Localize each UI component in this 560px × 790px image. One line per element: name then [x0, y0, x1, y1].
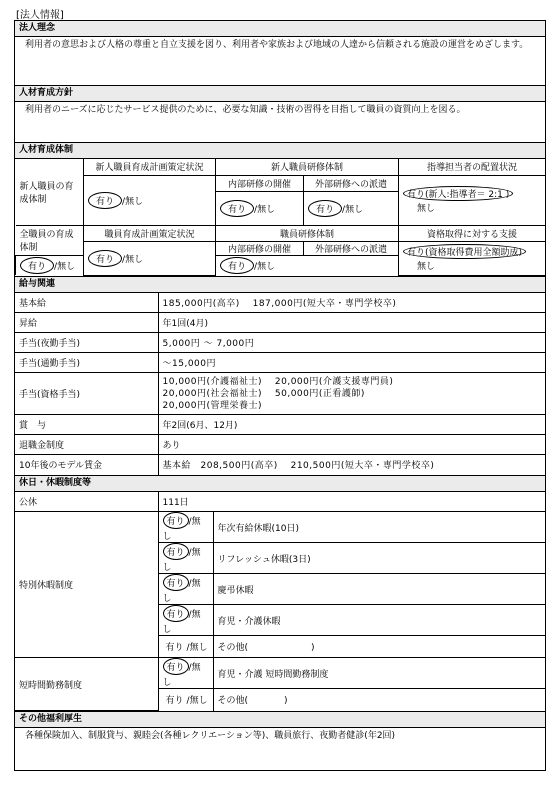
new-staff-row-label: 新人職員の育成体制: [16, 159, 84, 225]
training-policy-section: [15, 85, 545, 142]
all-internal-cell: 有り /無し: [16, 255, 84, 275]
all-staff-row-label: 全職員の育成体制: [16, 225, 84, 255]
all-qual-cell: [399, 241, 545, 275]
special-leave-no-option[interactable]: 無し: [162, 579, 201, 604]
salary-row-label: 10年後のモデル賃金: [15, 455, 158, 475]
new-external-yes-option[interactable]: 有り: [308, 200, 342, 217]
all-training-col-header: 職員研修体制: [216, 225, 399, 241]
all-external-no-option[interactable]: 無し: [257, 261, 276, 272]
new-external-col-header: 外部研修への派遣: [304, 175, 399, 191]
salary-section: [15, 276, 545, 475]
short-time-label: 短時間勤務制度: [15, 658, 158, 711]
short-time-detail: 育児・介護 短時間勤務制度: [213, 658, 545, 689]
training-system-heading: 人材育成体制: [15, 143, 545, 159]
training-policy-heading: 人材育成方針: [15, 86, 545, 102]
all-external-col-header: 外部研修への派遣: [304, 241, 399, 255]
salary-row-label: 手当(夜勤手当): [15, 333, 158, 353]
new-plan-cell: 有り /無し: [84, 175, 216, 225]
qualification-allowance-line: 10,000円(介護福祉士) 20,000円(介護支援専門員): [162, 376, 394, 387]
special-leave-choice: 有り /無し: [158, 512, 213, 543]
salary-row-label: 手当(資格手当): [15, 373, 158, 415]
salary-row-value: 年2回(6月、12月): [158, 415, 545, 435]
new-internal-col-header: 内部研修の開催: [216, 175, 304, 191]
short-time-choice: 有り /無し: [158, 689, 213, 711]
public-holiday-label: 公休: [15, 492, 158, 512]
short-time-detail: その他( ): [213, 689, 545, 711]
all-qual-col-header: 資格取得に対する支援: [399, 225, 545, 241]
training-system-table: [15, 159, 545, 276]
special-leave-yes-option[interactable]: 有り: [163, 543, 189, 560]
short-time-choice: 有り /無し: [158, 658, 213, 689]
salary-row-value: 5,000円 ～ 7,000円: [158, 333, 545, 353]
special-leave-no-option[interactable]: 無し: [189, 643, 208, 653]
salary-row-value: 年1回(4月): [158, 313, 545, 333]
special-leave-detail: その他( ): [213, 636, 545, 658]
all-plan-yes-option[interactable]: 有り: [88, 250, 122, 267]
special-leave-no-option[interactable]: 無し: [162, 517, 201, 542]
short-time-no-option[interactable]: 無し: [189, 696, 208, 707]
new-supervisor-no-option[interactable]: 無し: [417, 204, 436, 214]
welfare-text: 各種保険加入、制服貸与、親睦会(各種レクリエーション等)、職員旅行、夜勤者健診(年2回): [25, 731, 396, 741]
salary-row-label: 昇給: [15, 313, 158, 333]
special-leave-detail: 慶弔休暇: [213, 574, 545, 605]
short-time-yes-option[interactable]: 有り: [165, 696, 184, 707]
welfare-section: [15, 711, 545, 770]
salary-row-label: 手当(通勤手当): [15, 353, 158, 373]
salary-row-value: 185,000円(高卒) 187,000円(短大卒・専門学校卒): [158, 293, 545, 313]
new-internal-cell: 有り /無し: [216, 191, 304, 225]
special-leave-yes-option[interactable]: 有り: [163, 512, 189, 529]
page-title: [法人情報]: [16, 10, 64, 21]
qualification-allowance-line: 20,000円(管理栄養士): [162, 400, 263, 411]
all-internal-yes-option[interactable]: 有り: [20, 257, 54, 274]
new-supervisor-yes-option[interactable]: 有り(新人:指導者＝ 2:1 ): [403, 186, 513, 201]
training-system-section: [15, 142, 545, 276]
special-leave-no-option[interactable]: 無し: [162, 610, 201, 635]
all-external-cell: 有り /無し: [216, 255, 304, 275]
holidays-heading: 休日・休暇制度等: [15, 476, 545, 492]
all-plan-cell: 有り /無し: [84, 241, 216, 275]
qualification-allowance-line: 20,000円(社会福祉士) 50,000円(正看護師): [162, 388, 365, 399]
salary-table: [15, 293, 545, 475]
special-leave-no-option[interactable]: 無し: [162, 548, 201, 573]
new-training-col-header: 新人職員研修体制: [216, 159, 399, 175]
special-leave-choice: 有り /無し: [158, 605, 213, 636]
salary-heading: 給与関連: [15, 277, 545, 293]
new-external-no-option[interactable]: 無し: [345, 204, 364, 215]
special-leave-detail: 年次有給休暇(10日): [213, 512, 545, 543]
special-leave-label: 特別休暇制度: [15, 512, 158, 658]
new-external-cell: 有り /無し: [304, 191, 399, 225]
training-policy-text: 利用者のニーズに応じたサービス提供のために、必要な知識・技術の習得を目指して職員の資質向上を図る。: [25, 105, 466, 115]
special-leave-detail: リフレッシュ休暇(3日): [213, 543, 545, 574]
salary-row-label: 基本給: [15, 293, 158, 313]
special-leave-choice: 有り /無し: [158, 543, 213, 574]
new-internal-yes-option[interactable]: 有り: [220, 200, 254, 217]
philosophy-heading: 法人理念: [15, 21, 545, 37]
short-time-yes-option[interactable]: 有り: [163, 658, 189, 675]
public-holiday-value: 111日: [158, 492, 545, 512]
philosophy-section: [15, 21, 545, 85]
salary-row-value: あり: [158, 435, 545, 455]
salary-row-value: [158, 373, 545, 415]
holidays-section: [15, 475, 545, 712]
corporate-info-sheet: [14, 20, 546, 771]
all-plan-no-option[interactable]: 無し: [125, 254, 144, 265]
salary-row-value: 基本給 208,500円(高卒) 210,500円(短大卒・専門学校卒): [158, 455, 545, 475]
special-leave-yes-option[interactable]: 有り: [163, 574, 189, 591]
new-plan-yes-option[interactable]: 有り: [88, 192, 122, 209]
new-supervisor-cell: [399, 175, 545, 225]
all-external-yes-option[interactable]: 有り: [220, 257, 254, 274]
new-supervisor-col-header: 指導担当者の配置状況: [399, 159, 545, 175]
philosophy-text: 利用者の意思および人格の尊重と自立支援を図り、利用者や家族および地域の人達から信頼される施設の運営をめざします。: [25, 40, 529, 50]
all-qual-yes-option[interactable]: 有り(資格取得費用全額助成): [403, 244, 526, 259]
new-internal-no-option[interactable]: 無し: [257, 204, 276, 215]
holidays-table: [15, 492, 545, 712]
all-internal-no-option[interactable]: 無し: [57, 261, 76, 272]
all-plan-col-header: 職員育成計画策定状況: [84, 225, 216, 241]
special-leave-yes-option[interactable]: 有り: [165, 643, 184, 653]
special-leave-choice: 有り /無し: [158, 636, 213, 658]
new-plan-no-option[interactable]: 無し: [125, 196, 144, 207]
all-qual-no-option[interactable]: 無し: [417, 262, 436, 272]
special-leave-detail: 育児・介護休暇: [213, 605, 545, 636]
salary-row-label: 退職金制度: [15, 435, 158, 455]
salary-row-value: ～15,000円: [158, 353, 545, 373]
new-plan-col-header: 新人職員育成計画策定状況: [84, 159, 216, 175]
salary-row-label: 賞 与: [15, 415, 158, 435]
special-leave-yes-option[interactable]: 有り: [163, 605, 189, 622]
short-time-no-option[interactable]: 無し: [162, 663, 201, 688]
all-internal-col-header: 内部研修の開催: [216, 241, 304, 255]
welfare-heading: その他福利厚生: [15, 712, 545, 728]
special-leave-choice: 有り /無し: [158, 574, 213, 605]
